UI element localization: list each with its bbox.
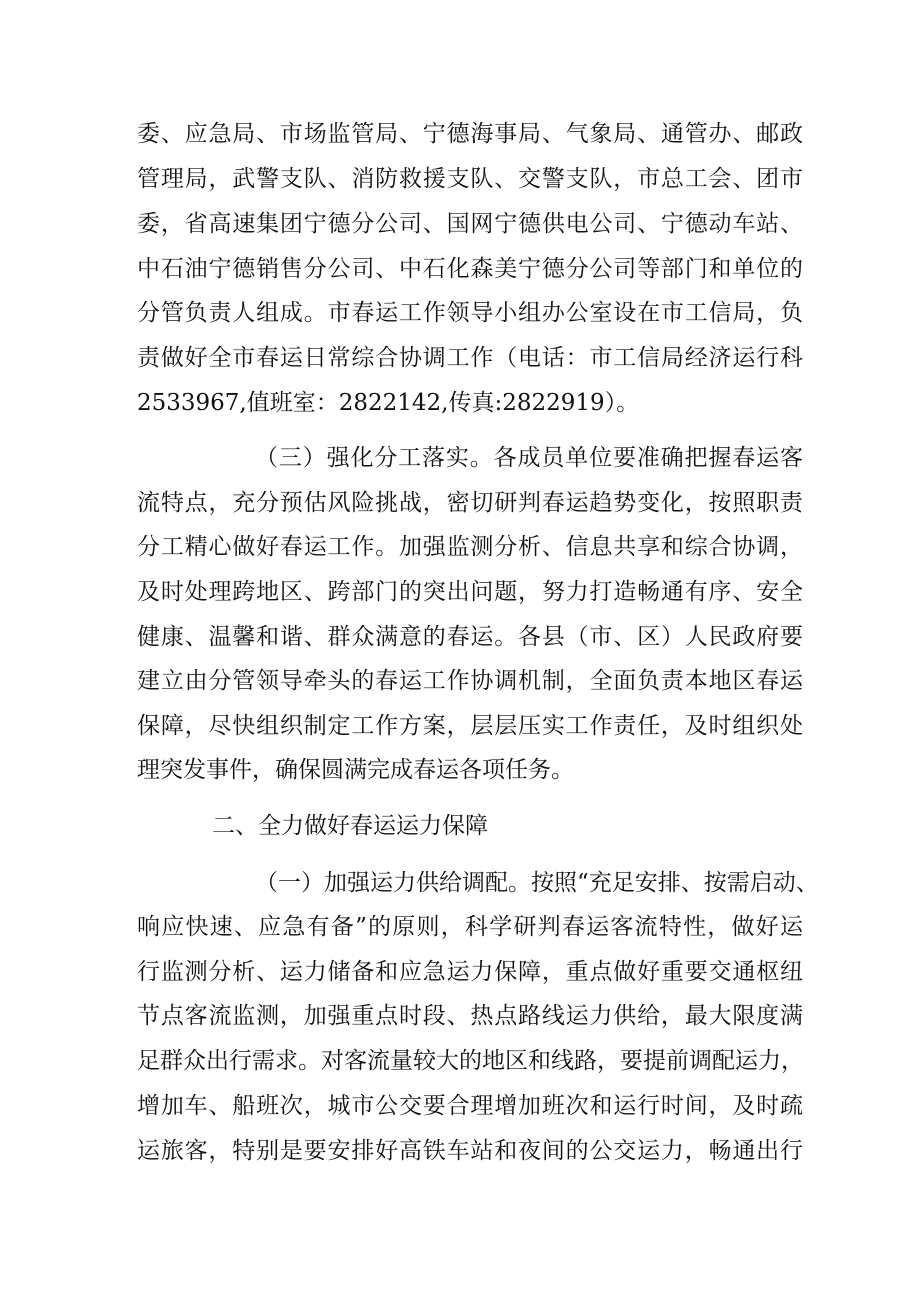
text-line: 行监测分析、运力储备和应急运力保障，重点做好重要交通枢纽 xyxy=(137,959,803,985)
text-line: 节点客流监测，加强重点时段、热点路线运力供给，最大限度满 xyxy=(137,1003,803,1029)
text-line: 中石油宁德销售分公司、中石化森美宁德分公司等部门和单位的 xyxy=(137,256,803,282)
text-line: 理突发事件，确保圆满完成春运各项任务。 xyxy=(137,757,574,783)
text-line: 分工精心做好春运工作。加强监测分析、信息共享和综合协调， xyxy=(137,534,803,560)
text-line: 流特点，充分预估风险挑战，密切研判春运趋势变化，按照职责 xyxy=(137,490,803,516)
text-line: 增加车、船班次，城市公交要合理增加班次和运行时间，及时疏 xyxy=(137,1093,803,1119)
text-line: 责做好全市春运日常综合协调工作（电话：市工信局经济运行科 xyxy=(137,345,803,371)
section-heading: 二、全力做好春运运力保障 xyxy=(212,813,488,839)
text-line: 及时处理跨地区、跨部门的突出问题，努力打造畅通有序、安全 xyxy=(137,579,803,605)
paragraph-first-line: （一）加强运力供给调配。按照“充足安排、按需启动、 xyxy=(255,870,819,896)
text-line: 响应快速、应急有备”的原则，科学研判春运客流特性，做好运 xyxy=(137,914,803,940)
text-line: 分管负责人组成。市春运工作领导小组办公室设在市工信局，负 xyxy=(137,300,803,326)
text-line: 运旅客，特别是要安排好高铁车站和夜间的公交运力，畅通出行 xyxy=(137,1138,803,1164)
text-line: 管理局，武警支队、消防救援支队、交警支队，市总工会、团市 xyxy=(137,166,803,192)
paragraph-first-line: （三）强化分工落实。各成员单位要准确把握春运客 xyxy=(255,445,803,471)
text-line: 委、应急局、市场监管局、宁德海事局、气象局、通管办、邮政 xyxy=(137,121,803,147)
text-line: 保障，尽快组织制定工作方案，层层压实工作责任，及时组织处 xyxy=(137,713,803,739)
text-line: 建立由分管领导牵头的春运工作协调机制，全面负责本地区春运 xyxy=(137,668,803,694)
text-line: 委，省高速集团宁德分公司、国网宁德供电公司、宁德动车站、 xyxy=(137,211,803,237)
text-line: 足群众出行需求。对客流量较大的地区和线路，要提前调配运力， xyxy=(137,1048,804,1074)
text-line: 健康、温馨和谐、群众满意的春运。各县（市、区）人民政府要 xyxy=(137,624,803,650)
text-line: 2533967,值班室：2822142,传真:2822919）。 xyxy=(137,390,640,416)
